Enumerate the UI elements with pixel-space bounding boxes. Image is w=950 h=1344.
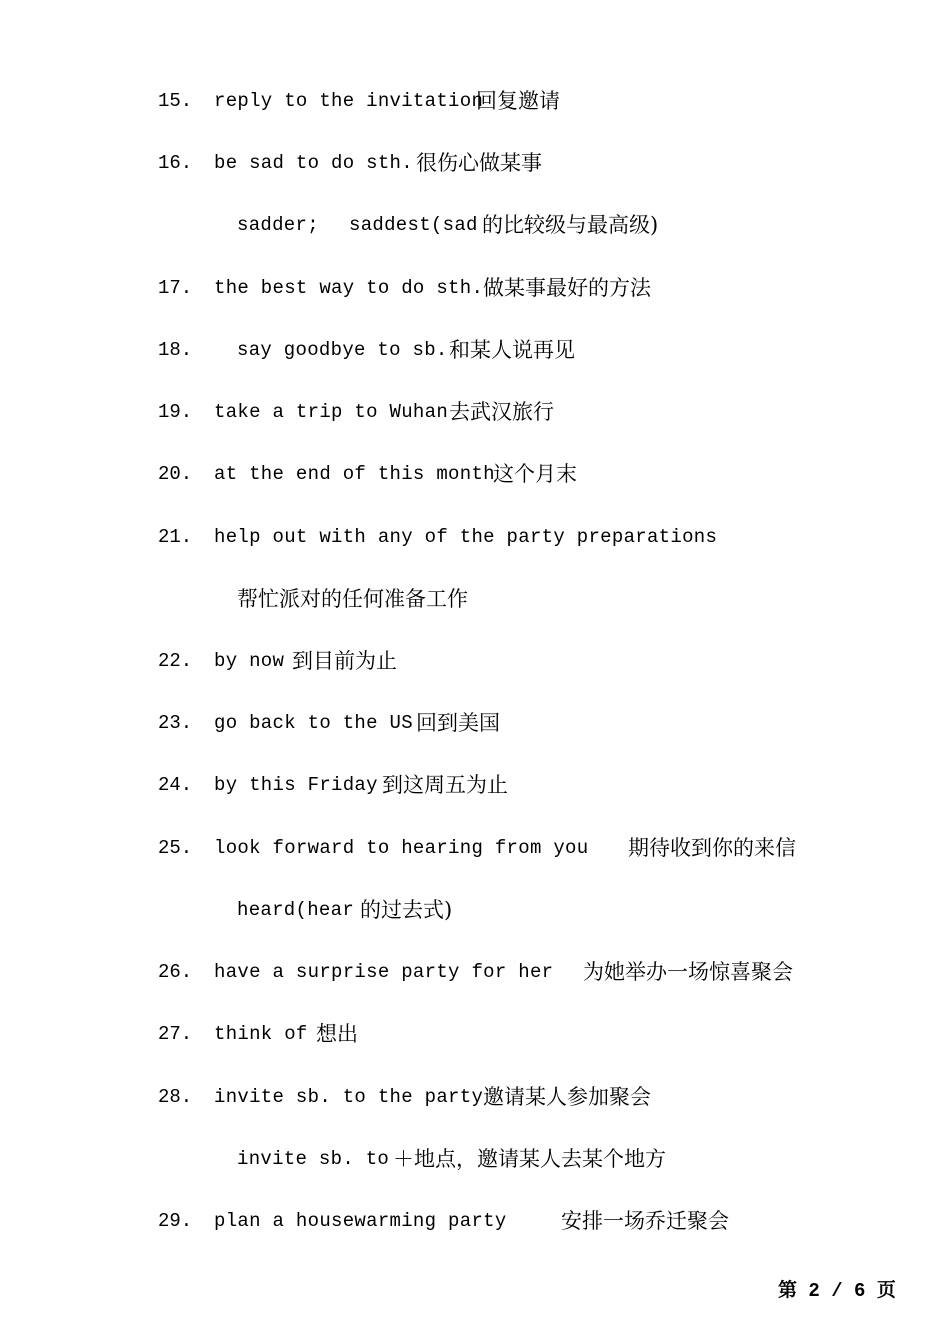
item-number: 19. [158, 401, 193, 423]
chinese-meaning: 到这周五为止 [382, 773, 508, 797]
chinese-meaning: 这个月末 [493, 462, 577, 486]
english-phrase: think of [214, 1023, 308, 1045]
english-phrase: saddest(sad [349, 214, 478, 236]
english-phrase: take a trip to Wuhan [214, 401, 449, 423]
english-phrase: heard(hear [237, 899, 355, 921]
item-number: 27. [158, 1023, 193, 1045]
item-number: 15. [158, 90, 193, 112]
english-phrase: have a surprise party for her [214, 961, 554, 983]
item-number: 22. [158, 650, 193, 672]
chinese-meaning: 想出 [316, 1022, 358, 1046]
chinese-meaning: 安排一场乔迁聚会 [561, 1209, 729, 1233]
english-phrase: invite sb. to the party [214, 1086, 484, 1108]
chinese-meaning: 做某事最好的方法 [483, 276, 651, 300]
item-number: 21. [158, 526, 193, 548]
chinese-meaning: 为她举办一场惊喜聚会 [583, 960, 793, 984]
item-number: 24. [158, 774, 193, 796]
chinese-meaning: 的过去式) [360, 898, 453, 922]
chinese-meaning: 回到美国 [416, 711, 500, 735]
chinese-meaning: ＋地点，邀请某人去某个地方 [393, 1147, 666, 1171]
english-phrase: plan a housewarming party [214, 1210, 507, 1232]
english-phrase: go back to the US [214, 712, 413, 734]
item-number: 28. [158, 1086, 193, 1108]
english-phrase: look forward to hearing from you [214, 837, 589, 859]
english-phrase: the best way to do sth. [214, 277, 484, 299]
chinese-meaning: 的比较级与最高级) [482, 213, 659, 237]
item-number: 18. [158, 339, 193, 361]
item-number: 16. [158, 152, 193, 174]
item-number: 17. [158, 277, 193, 299]
chinese-meaning: 很伤心做某事 [416, 151, 542, 175]
chinese-meaning: 邀请某人参加聚会 [483, 1085, 651, 1109]
chinese-meaning: 到目前为止 [292, 649, 397, 673]
english-phrase: sadder; [237, 214, 319, 236]
english-phrase: be sad to do sth. [214, 152, 413, 174]
chinese-meaning: 回复邀请 [476, 89, 560, 113]
english-phrase: at the end of this month [214, 463, 495, 485]
item-number: 25. [158, 837, 193, 859]
english-phrase: by this Friday [214, 774, 378, 796]
item-number: 29. [158, 1210, 193, 1232]
chinese-meaning: 期待收到你的来信 [628, 836, 796, 860]
item-number: 20. [158, 463, 193, 485]
english-phrase: invite sb. to [237, 1148, 390, 1170]
item-number: 23. [158, 712, 193, 734]
item-number: 26. [158, 961, 193, 983]
chinese-meaning: 去武汉旅行 [449, 400, 554, 424]
english-phrase: by now [214, 650, 285, 672]
english-phrase: say goodbye to sb. [237, 339, 448, 361]
english-phrase: help out with any of the party preparations [214, 526, 718, 548]
page-number: 第 2 / 6 页 [778, 1280, 896, 1302]
chinese-meaning: 和某人说再见 [449, 338, 575, 362]
english-phrase: reply to the invitation [214, 90, 484, 112]
chinese-meaning: 帮忙派对的任何准备工作 [237, 587, 468, 611]
